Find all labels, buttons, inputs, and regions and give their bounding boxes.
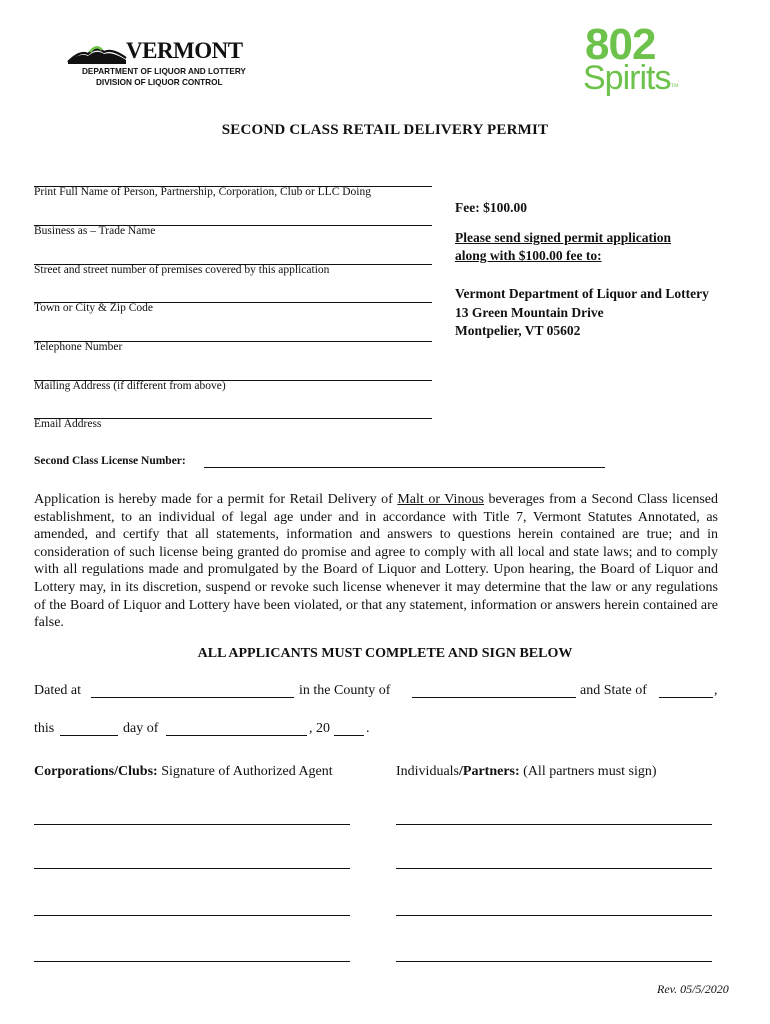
corp-signature-line-2[interactable]	[34, 868, 350, 869]
partner-signature-line-4[interactable]	[396, 961, 712, 962]
authorized-agent-label: Signature of Authorized Agent	[157, 764, 333, 779]
field-label-telephone: Telephone Number	[34, 341, 123, 353]
month-blank[interactable]	[166, 735, 307, 736]
county-blank[interactable]	[412, 697, 576, 698]
state-label: and State of	[580, 683, 647, 698]
field-label-trade-name: Business as – Trade Name	[34, 225, 156, 237]
year-blank[interactable]	[334, 735, 364, 736]
county-label: in the County of	[299, 683, 391, 698]
partners-label: /Partners:	[459, 764, 520, 779]
field-label-street: Street and street number of premises covered by this application	[34, 264, 330, 276]
corporations-signature-heading	[34, 764, 333, 780]
individuals-label: Individuals	[396, 764, 459, 779]
spirits-word: Spirits	[583, 59, 671, 97]
page-title: SECOND CLASS RETAIL DELIVERY PERMIT	[221, 122, 549, 138]
corp-signature-line-4[interactable]	[34, 961, 350, 962]
corporations-clubs-label: Corporations/Clubs:	[34, 764, 158, 779]
fee-text: Fee: $100.00	[455, 200, 527, 215]
state-blank[interactable]	[659, 697, 713, 698]
vermont-dll-logo	[66, 38, 246, 90]
dated-row-comma: ,	[714, 683, 718, 698]
corp-signature-line-1[interactable]	[34, 824, 350, 825]
application-statement	[34, 491, 718, 632]
statement-part-2: beverages from a Second Class licensed establishment, to an individual of legal age under and in accordance with Title 7, Vermont Statutes Annotated, as amended, and certify that all statements, information and answers to questions herein contained are true; and in consideration of such license being granted do promise and agree to comply with all local and state laws; and to comply with all regulations made and promulgated by the Board of Liquor and Lottery. Upon hearing, the Board of Liquor and Lottery may, in its discretion, suspend or revoke such license whenever it may determine that the law or any regulations of the Board of Liquor and Lottery have been violated, or that any statement, information or answers herein contained are false.	[34, 492, 718, 631]
partner-signature-line-3[interactable]	[396, 915, 712, 916]
send-instructions-2: along with $100.00 fee to:	[455, 248, 602, 263]
day-blank[interactable]	[60, 735, 118, 736]
address-line-2: 13 Green Mountain Drive	[455, 305, 604, 320]
field-label-town: Town or City & Zip Code	[34, 302, 153, 314]
address-line-3: Montpelier, VT 05602	[455, 323, 581, 338]
department-name: DEPARTMENT OF LIQUOR AND LOTTERY	[82, 67, 246, 76]
partner-signature-line-2[interactable]	[396, 868, 712, 869]
town-blank[interactable]	[91, 697, 294, 698]
vermont-wordmark: VERMONT	[126, 38, 243, 63]
day-row-period: .	[366, 721, 370, 736]
field-label-email: Email Address	[34, 418, 102, 430]
802-spirits-logo	[583, 20, 683, 100]
division-name: DIVISION OF LIQUOR CONTROL	[96, 78, 223, 87]
dated-at-label: Dated at	[34, 683, 82, 698]
malt-or-vinous: Malt or Vinous	[397, 492, 484, 507]
all-partners-label: (All partners must sign)	[519, 764, 657, 779]
address-line-1: Vermont Department of Liquor and Lottery	[455, 286, 709, 301]
individuals-signature-heading	[396, 764, 657, 780]
license-number-label: Second Class License Number:	[34, 455, 186, 467]
year-label: , 20	[309, 721, 330, 736]
partner-signature-line-1[interactable]	[396, 824, 712, 825]
send-instructions-1: Please send signed permit application	[455, 230, 672, 245]
mountain-icon	[66, 40, 128, 66]
day-of-label: day of	[123, 721, 159, 736]
revision-date: Rev. 05/5/2020	[657, 982, 729, 996]
all-applicants-heading: ALL APPLICANTS MUST COMPLETE AND SIGN BELOW	[197, 646, 573, 661]
this-label: this	[34, 721, 55, 736]
statement-part-1: Application is hereby made for a permit for Retail Delivery of	[34, 492, 398, 507]
field-label-name: Print Full Name of Person, Partnership, Corporation, Club or LLC Doing	[34, 186, 371, 198]
license-number-field[interactable]	[204, 467, 605, 468]
corp-signature-line-3[interactable]	[34, 915, 350, 916]
trademark-mark: TM	[671, 84, 679, 89]
field-label-mailing: Mailing Address (if different from above)	[34, 380, 226, 392]
spirits-number: 802	[585, 20, 656, 69]
